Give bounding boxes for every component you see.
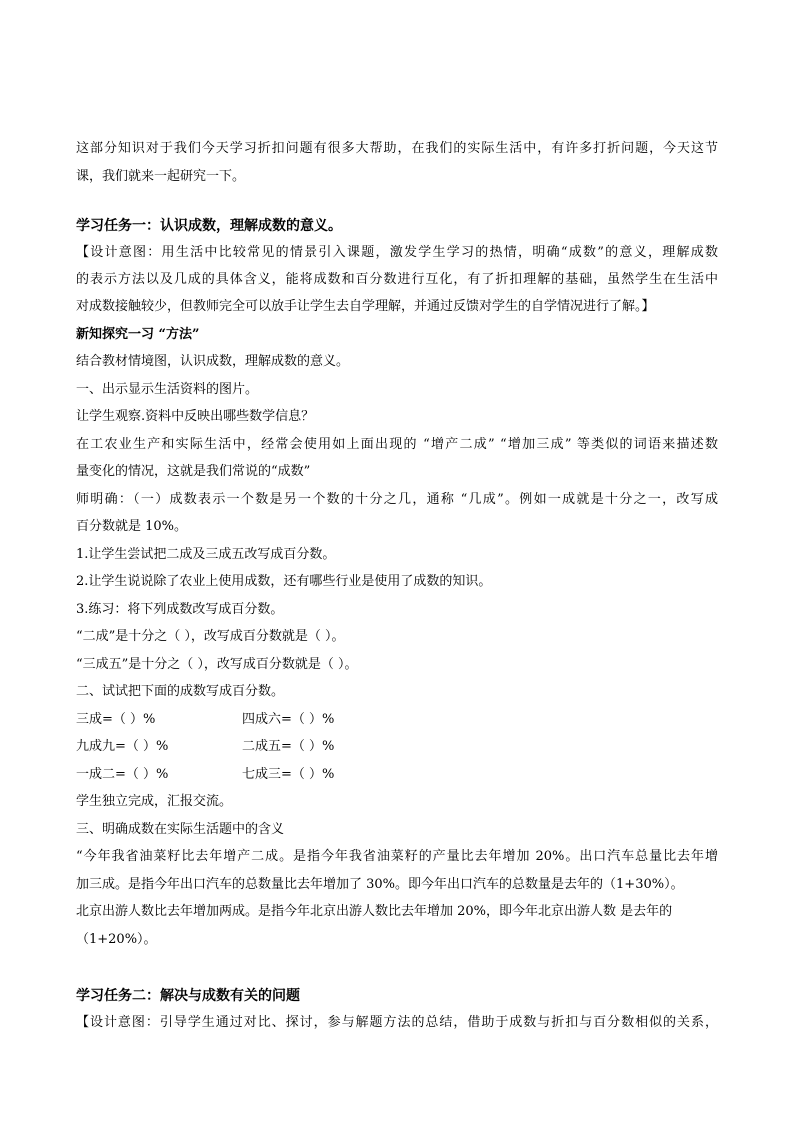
fill-line-1: “二成”是十分之（ ），改写成百分数就是（ ）。 [76, 629, 345, 644]
intro-line-1: 这部分知识对于我们今天学习折扣问题有很多大帮助，在我们的实际生活中，有许多打折问题，今天这节 [76, 141, 718, 156]
task2-design-line-1: 【设计意图：引导学生通过对比、探讨，参与解题方法的总结，借助于成数与折扣与百分数相似的关系， [76, 1015, 718, 1030]
task1-heading: 学习任务一：认识成数，理解成数的意义。 [76, 218, 342, 234]
section-3-title: 三、明确成数在实际生活题中的含义 [76, 822, 285, 837]
task1-line-5a: 师明确：（一）成数表示一个数是另一个数的十分之几，通称 “几成”。例如一成就是十分之一，改写成 [76, 492, 718, 507]
task1-design-line-2: 的表示方法以及几成的具体含义，能将成数和百分数进行互化，有了折扣理解的基础，虽然学生在生活中 [76, 272, 718, 287]
exercise-item: 三成=（ ）% [76, 712, 156, 727]
fill-line-2: “三成五”是十分之（ ），改写成百分数就是（ ）。 [76, 657, 358, 672]
question-1: 1.让学生尝试把二成及三成五改写成百分数。 [76, 547, 336, 562]
task1-design-line-3: 对成数接触较少，但教师完全可以放手让学生去自学理解，并通过反馈对学生的自学情况进行了解。】 [76, 299, 655, 314]
meaning-line-3: 北京出游人数比去年增加两成。是指今年北京出游人数比去年增加 20%，即今年北京出游人数 是去年的 [76, 904, 673, 919]
question-2: 2.让学生说说除了农业上使用成数，还有哪些行业是使用了成数的知识。 [76, 574, 492, 589]
task1-line-4b: 量变化的情况，这就是我们常说的“成数” [76, 464, 311, 479]
exercise-item: 一成二=（ ）% [76, 767, 169, 782]
task1-design-line-1: 【设计意图：用生活中比较常见的情景引入课题，激发学生学习的热情，明确“成数”的意义，理解成数 [76, 245, 718, 260]
intro-line-2: 课，我们就来一起研究一下。 [76, 169, 246, 184]
exercise-item: 四成六=（ ）% [242, 712, 335, 727]
exercise-item: 九成九=（ ）% [76, 739, 169, 754]
exercise-item: 二成五=（ ）% [242, 739, 335, 754]
task1-line-4a: 在工农业生产和实际生活中，经常会使用如上面出现的 “增产二成” “增加三成” 等类似的词语来描述数 [76, 437, 718, 452]
meaning-line-2: 加三成。是指今年出口汽车的总数量比去年增加了 30%。即今年出口汽车的总数量是去年的（1+30%）。 [76, 877, 684, 892]
task1-line-1: 结合教材情境图，认识成数，理解成数的意义。 [76, 354, 350, 369]
task1-line-6: 学生独立完成，汇报交流。 [76, 794, 233, 809]
task1-subheading: 新知探究一习 “方法” [76, 327, 200, 342]
meaning-line-4: （1+20%）。 [76, 932, 157, 947]
meaning-line-1: “今年我省油菜籽比去年增产二成。是指今年我省油菜籽的产量比去年增加 20%。出口汽车总量比去年增 [76, 849, 718, 864]
task1-line-2: 一、出示显示生活资料的图片。 [76, 382, 259, 397]
question-3: 3.练习：将下列成数改写成百分数。 [76, 602, 284, 617]
task1-line-3: 让学生观察.资料中反映出哪些数学信息？ [76, 409, 315, 424]
exercise-item: 七成三=（ ）% [242, 767, 335, 782]
task2-heading: 学习任务二：解决与成数有关的问题 [76, 988, 300, 1004]
task1-line-5b: 百分数就是 10%。 [76, 519, 188, 534]
section-2-title: 二、试试把下面的成数写成百分数。 [76, 684, 285, 699]
